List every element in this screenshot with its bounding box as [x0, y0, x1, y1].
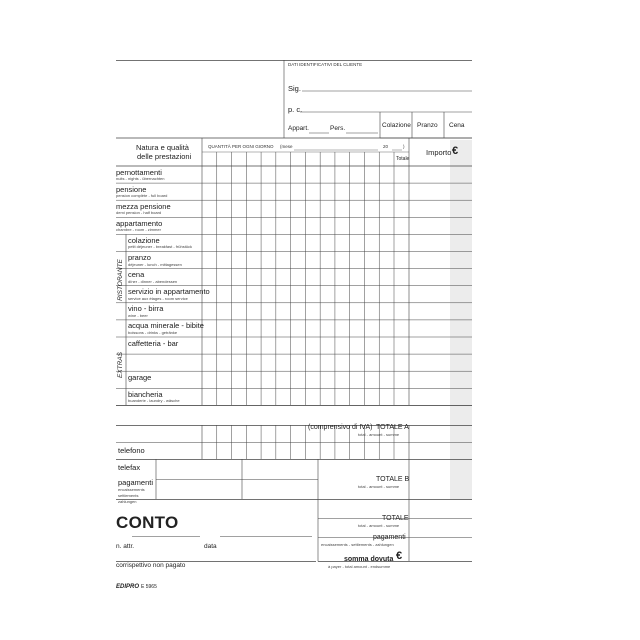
meal-col-colazione: Colazione: [382, 122, 411, 129]
n-attr-label: n. attr.: [116, 543, 135, 550]
item-sublabel: pension complète - full board: [116, 193, 168, 199]
conto-title: CONTO: [116, 513, 179, 532]
pagamenti-left-label: pagamenti: [118, 478, 154, 487]
pagamenti-right-sub: encaissements - settlements - zahlungen: [321, 542, 394, 547]
item-sublabel: dîner - dinner - abendessen: [128, 278, 178, 284]
item-label: acqua minerale - bibite: [128, 321, 204, 331]
item-sublabel: wine - beer: [128, 312, 148, 318]
corrispettivo-label: corrispettivo non pagato: [116, 562, 186, 569]
totale-final-label: TOTALE: [382, 515, 409, 522]
item-label: garage: [128, 372, 152, 382]
year-prefix: 20: [383, 144, 389, 149]
item-label: pensione: [116, 184, 147, 194]
item-sublabel: nuits - nights - übernachten: [116, 176, 165, 181]
hotel-bill-form: [116, 60, 472, 600]
pagamenti-left-sub-1: encaissements: [118, 487, 145, 492]
pc-label: p. c.: [288, 105, 303, 114]
item-sublabel: buanderie - laundry - wäsche: [128, 398, 180, 404]
item-label: vino - birra: [128, 304, 164, 314]
somma-euro-icon: €: [396, 550, 403, 562]
item-sublabel: chambre - room - zimmer: [116, 227, 161, 233]
item-sublabel: demi pension - half board: [116, 210, 162, 216]
item-sublabel: déjeuner - lunch - mittagessen: [128, 261, 182, 267]
totale-a-label: TOTALE A: [376, 424, 409, 431]
quantity-header: QUANTITÀ PER OGNI GIORNO: [208, 144, 274, 149]
sig-label: Sig.: [288, 84, 301, 93]
data-label: data: [204, 543, 217, 550]
euro-icon: €: [452, 145, 459, 157]
importo-header: Importo: [426, 148, 452, 157]
appart-label: Appart.: [288, 125, 309, 132]
totale-b-label: TOTALE B: [376, 476, 410, 483]
somma-sub: à payer - total amount - endsumme: [328, 564, 391, 569]
item-label: appartamento: [116, 218, 163, 228]
somma-dovuta-label: somma dovuta: [344, 556, 394, 563]
telefax-label: telefax: [118, 463, 141, 472]
client-header: DATI IDENTIFICATIVI DEL CLIENTE: [288, 62, 363, 67]
item-sublabel: service aux étages - room service: [128, 295, 188, 301]
iva-note: (comprensivo di IVA): [308, 424, 373, 431]
nature-header-line1: Natura e qualità: [136, 143, 189, 152]
year-close: ): [403, 144, 405, 149]
form-code: E 5965: [141, 584, 157, 590]
mese-label: (mese: [280, 144, 293, 149]
brand-logo: EDIPRO: [116, 584, 140, 590]
group-ristorante: RISTORANTE: [116, 259, 124, 301]
telefono-label: telefono: [118, 446, 145, 455]
nature-header-line2: delle prestazioni: [137, 152, 192, 161]
item-sublabel: boissons - drinks - getränke: [128, 329, 178, 335]
group-extras: EXTRAS: [116, 351, 124, 379]
pagamenti-left-sub-2: settlements: [118, 493, 139, 498]
totale-final-sub: total - amount - summe: [358, 523, 400, 528]
item-label: mezza pensione: [116, 201, 171, 211]
pers-label: Pers.: [330, 125, 346, 132]
meal-col-pranzo: Pranzo: [417, 122, 438, 129]
item-label: biancheria: [128, 389, 163, 399]
item-label: colazione: [128, 235, 160, 245]
pagamenti-right-label: pagamenti: [373, 534, 406, 541]
item-label: caffetteria - bar: [128, 338, 179, 348]
item-label: pernottamenti: [116, 167, 162, 177]
totale-b-sub: total - amount - summe: [358, 484, 400, 489]
totale-col-header: Totale: [396, 156, 410, 162]
pagamenti-left-sub-3: zahlungen: [118, 499, 137, 504]
totale-a-sub: total - amount - summe: [358, 432, 400, 437]
item-label: cena: [128, 270, 145, 280]
item-label: servizio in appartamento: [128, 287, 210, 297]
item-sublabel: petit déjeuner - breakfast - frühstück: [128, 244, 193, 250]
meal-col-cena: Cena: [449, 122, 465, 129]
item-label: pranzo: [128, 253, 151, 262]
